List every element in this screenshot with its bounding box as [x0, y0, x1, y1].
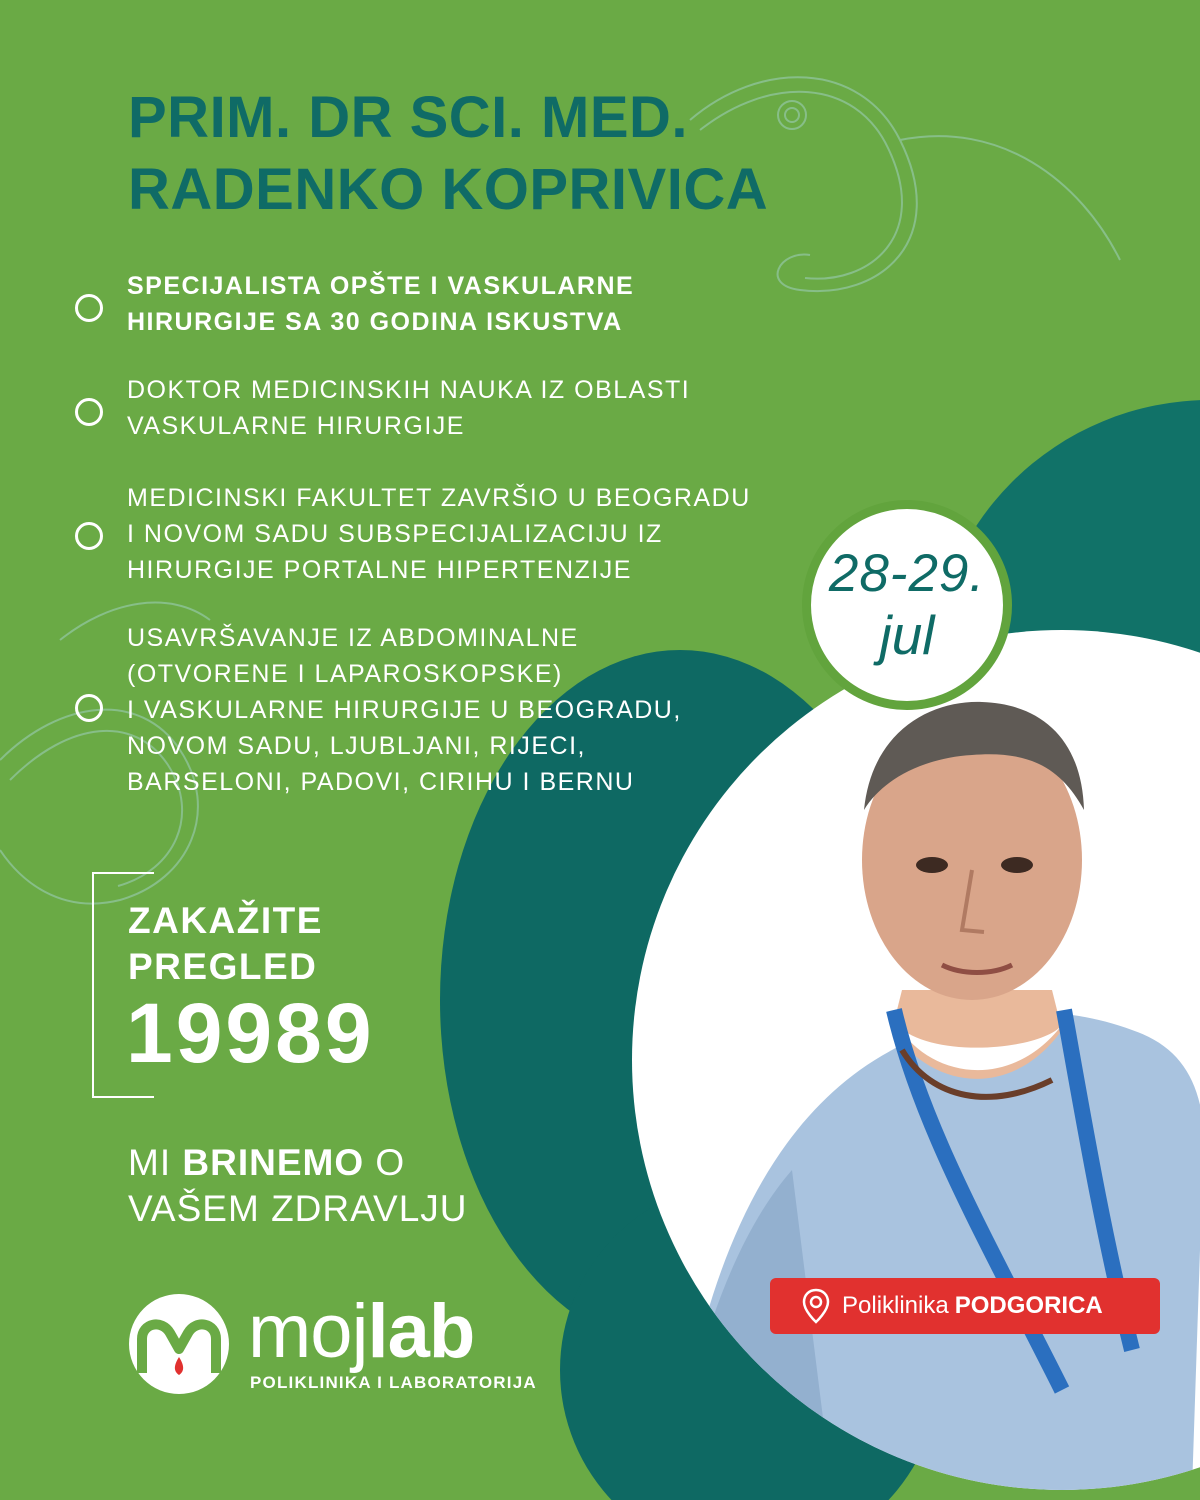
logo-wordmark: [248, 1288, 474, 1375]
circle-bullet-icon: [75, 398, 103, 426]
list-item-text: SPECIJALISTA OPŠTE I VASKULARNE HIRURGIJE SA 30 GODINA ISKUSTVA: [127, 272, 635, 336]
slogan-suffix: O: [364, 1142, 406, 1183]
logo-name-light: moj: [248, 1289, 368, 1374]
phone-number[interactable]: 19989: [126, 986, 375, 1080]
map-pin-icon: [802, 1288, 830, 1324]
cta-line-2: PREGLED: [128, 946, 318, 987]
slogan-bold: BRINEMO: [182, 1142, 365, 1183]
logo-subtitle: POLIKLINIKA I LABORATORIJA: [250, 1373, 537, 1392]
slogan: [128, 1140, 468, 1232]
location-city: PODGORICA: [954, 1292, 1103, 1319]
location-label: Poliklinika: [842, 1292, 949, 1319]
title-line-2: RADENKO KOPRIVICA: [128, 157, 769, 222]
list-item-text: MEDICINSKI FAKULTET ZAVRŠIO U BEOGRADU I NOVOM SADU SUBSPECIJALIZACIJU IZ HIRURGIJE PORTALNE HIPERTENZIJE: [127, 484, 751, 584]
circle-bullet-icon: [75, 522, 103, 550]
title-line-1: PRIM. DR SCI. MED.: [128, 85, 689, 150]
list-item-text: DOKTOR MEDICINSKIH NAUKA IZ OBLASTI VASKULARNE HIRURGIJE: [127, 376, 691, 440]
logo-name-bold: lab: [367, 1289, 475, 1374]
page-title: [128, 82, 768, 226]
slogan-line-2: VAŠEM ZDRAVLJU: [128, 1188, 468, 1229]
date-month: jul: [879, 604, 935, 666]
date-badge: [802, 500, 1012, 710]
slogan-prefix: MI: [128, 1142, 183, 1183]
list-item-text: USAVRŠAVANJE IZ ABDOMINALNE (OTVORENE I LAPAROSKOPSKE) I VASKULARNE HIRURGIJE U BEOGRADU, NOVOM SADU, LJUBLJANI, RIJECI, BARSELONI, PADOVI, CIRIHU I BERNU: [127, 624, 682, 796]
location-badge: [770, 1278, 1160, 1334]
circle-bullet-icon: [75, 694, 103, 722]
circle-bullet-icon: [75, 294, 103, 322]
mojlab-logo-mark: [128, 1293, 230, 1395]
date-days: 28-29.: [828, 544, 986, 603]
cta-line-1: ZAKAŽITE: [128, 900, 323, 941]
